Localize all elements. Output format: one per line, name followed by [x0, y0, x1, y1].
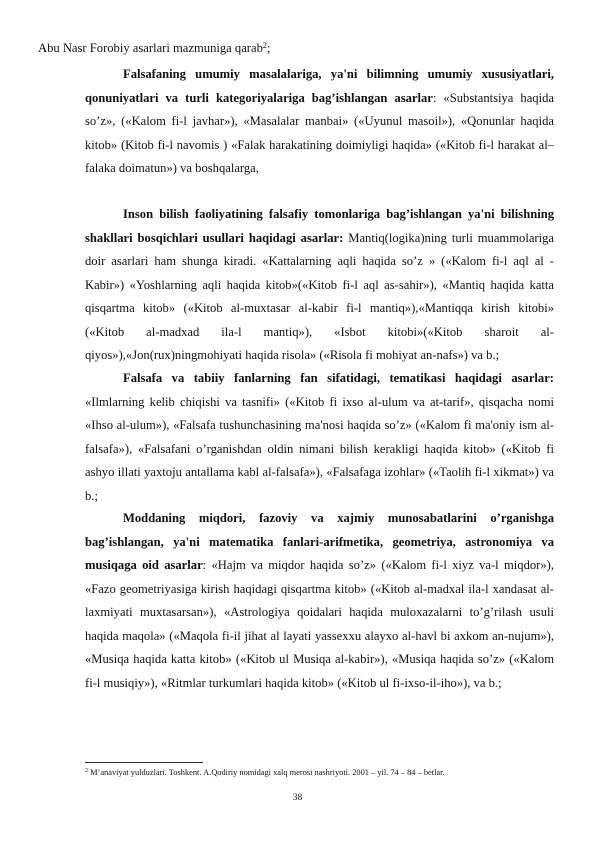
paragraph-general-philosophy: [85, 63, 554, 181]
paragraph-text: Mantiq(logika)ning turli muammolariga doir asarlari ham shunga kiradi. «Kattalarning aqli haqida so’z » («Kalom fi-l aql al - Kabir») «Yoshlarning aqli haqida kitob»(«Kitob fi-l aql as-sahir»), «Mantiq haqida katta qisqartma kitob» («Kitob al-muxtasar al-kabir fi-l mantiq»),«Mantiqqa kirish kitobi» («Kitob al-madxad ila-l mantiq»), «Isbot kitobi»(«Kitob sharoit al-qiyos»),«Jon(rux)ningmohiyati haqida risola» («Risola fi mohiyat an-nafs») va b.;: [85, 230, 554, 362]
footnote-divider: [85, 762, 203, 763]
intro-line: [38, 41, 270, 56]
paragraph-heading: Inson bilish faoliyatining falsafiy tomonlariga bag’ishlangan ya'ni bilishning shakllari bosqichlari usullari haqidagi asarlar:: [85, 207, 554, 245]
footnote-ref: 2: [262, 41, 267, 50]
paragraph-text: «Ilmlarning kelib chiqishi va tasnifi» («Kitob fi ixso al-ulum va at-tarif», qisqacha nomi «Ihso al-ulum»), «Falsafa tushunchasining ma'nosi haqida so’z» («Kalom fi ma'oniy ism al-falsafa»), «Falsafani o’rganishdan oldin nimani bilish kerakligi haqida kitob» («Kitob fi ashyo illati yaxtoju antallama kabl al-falsafa»), «Falsafaga izohlar» («Taolih fi-l xikmat») va b.;: [85, 394, 554, 503]
paragraph-heading: Falsafa va tabiiy fanlarning fan sifatidagi, tematikasi haqidagi asarlar:: [123, 371, 554, 385]
paragraph-cognition: [85, 203, 554, 368]
paragraph-text: : «Hajm va miqdor haqida so’z» («Kalom fi-l xiyz va-l miqdor»), «Fazo geometriyasiga kirish haqidagi qisqartma kitob» («Kitob al-madxal ila-l xandasat al-laxmiyati muxtasarsan»), «Astrologiya qoidalari haqida muloxazalarni to’g’rilash usuli haqida maqola» («Maqola fi-il jihat al layati yassexxu alayxo al-havl bi axkom an-nujum»), «Musiqa haqida katta kitob» («Kitob ul Musiqa al-kabir»), «Musiqa haqida so’z» («Kalom fi-l musiqiy»), «Ritmlar turkumlari haqida kitob» («Kitob ul fi-ixso-il-iho»), va b.;: [85, 558, 555, 690]
footnote-number: 2: [85, 768, 88, 774]
paragraph-heading: Moddaning miqdori, fazoviy va xajmiy munosabatlarini o’rganishga bag’ishlangan, ya'ni matematika fanlari-arifmetika, geometriya, astronomiya va musiqaga oid asarlar: [85, 511, 554, 572]
paragraph-sciences: [85, 367, 554, 508]
paragraph-heading: Falsafaning umumiy masalalariga, ya'ni bilimning umumiy xususiyatlari, qonuniyatlari va turli kategoriyalariga bag’ishlangan asarlar: [85, 67, 554, 105]
page-number: 38: [292, 793, 303, 803]
footnote-text: M’anaviyat yulduzlari. Toshkent. A.Qodiriy nomidagi xalq merosi nashriyoti. 2001 – yil. 74 – 84 – betlar.: [88, 768, 445, 777]
intro-text: Abu Nasr Forobiy asarlari mazmuniga qarab: [38, 41, 263, 55]
paragraph-mathematics: [85, 507, 554, 695]
intro-tail: ;: [266, 41, 271, 55]
footnote: [85, 768, 445, 777]
paragraph-text: : «Substantsiya haqida so’z», («Kalom fi-l javhar»), «Masalalar manbai» («Uyunul masoil»), «Qonunlar haqida kitob» (Kitob fi-l navomis ) «Falak harakatining doimiyligi haqida» («Kitob fi-l harakat al–falaka doimatun») va boshqalarga,: [85, 90, 554, 175]
